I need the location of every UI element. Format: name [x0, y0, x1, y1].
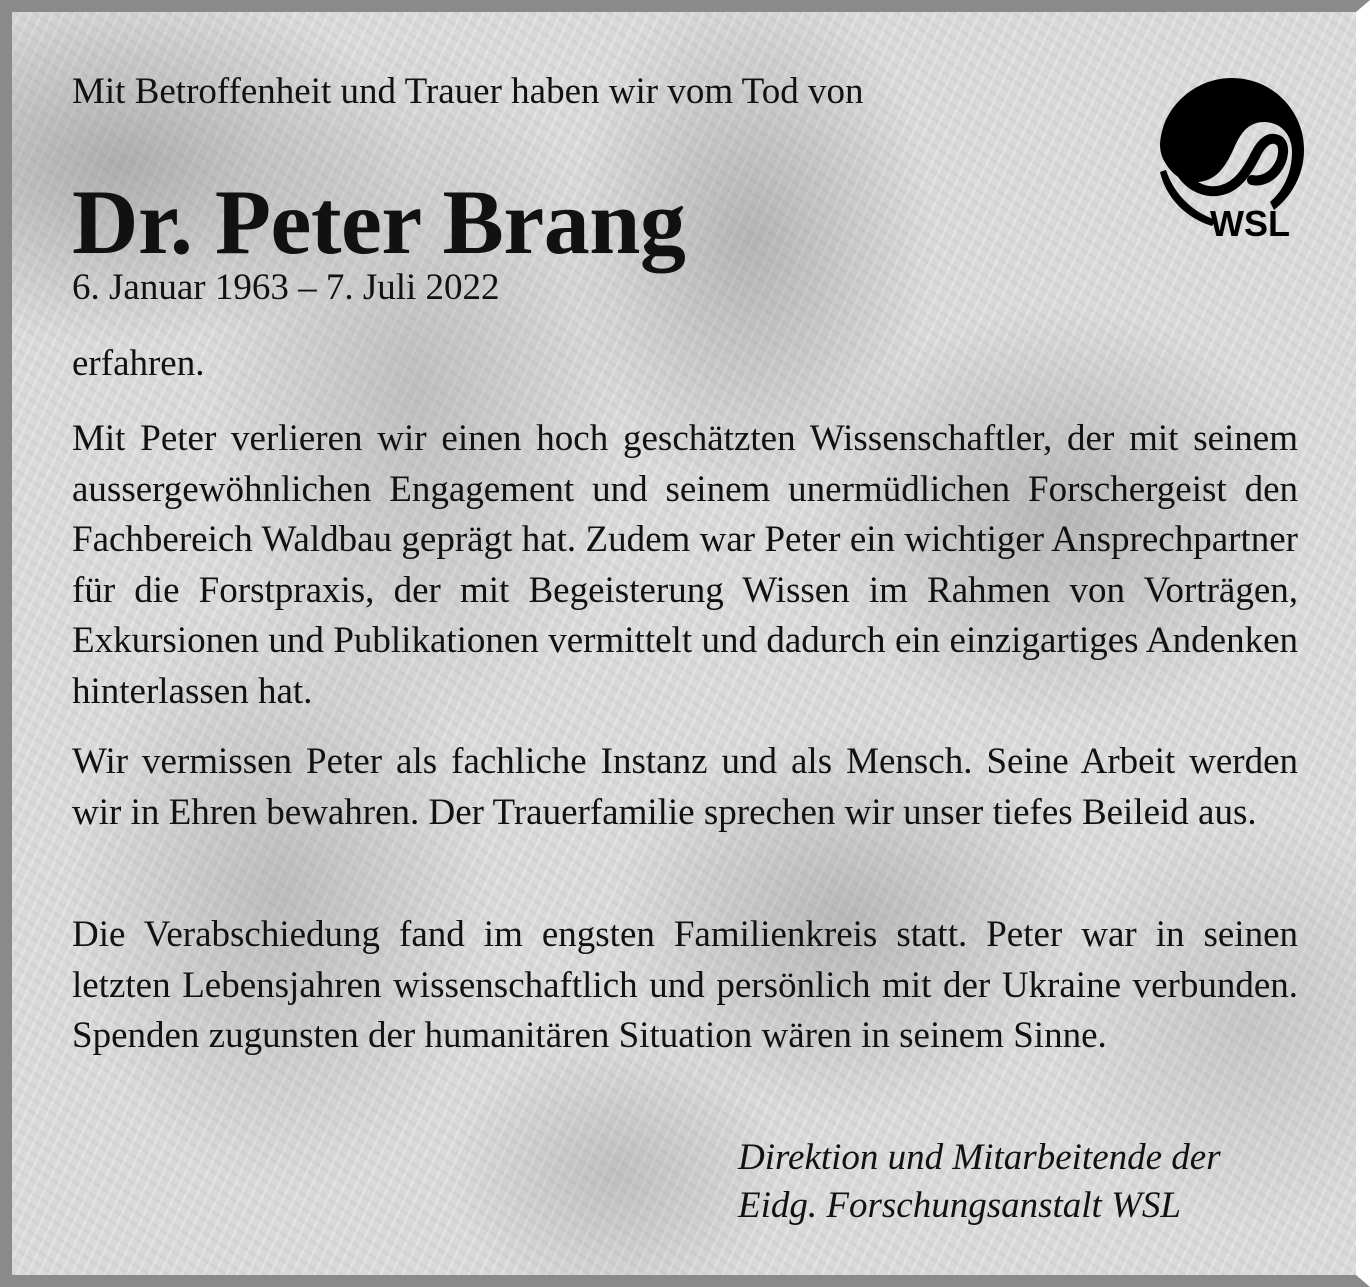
paragraph-tribute: Mit Peter verlieren wir einen hoch geschätzten Wissenschaftler, der mit seinem aussergewöhnlichen Engagement und seinem unermüdlichen Forschergeist den Fachbereich Waldbau geprägt hat. Zudem war Peter ein wichtiger Ansprechpartner für die Forstpraxis, der mit Begeisterung Wissen im Rahmen von Vorträgen, Exkursionen und Publikationen vermittelt und dadurch ein einzigartiges Andenken hinterlassen hat.: [72, 418, 1298, 712]
life-dates: 6. Januar 1963 – 7. Juli 2022: [72, 267, 500, 308]
paragraph-farewell: Die Verabschiedung fand im engsten Familienkreis statt. Peter war in seinen letzten Lebensjahren wissenschaftlich und persönlich mit der Ukraine verbunden. Spenden zugunsten der humanitären Situation wären in seinem Sinne.: [72, 914, 1298, 1056]
paragraph-condolence: Wir vermissen Peter als fachliche Instanz und als Mensch. Seine Arbeit werden wir in Ehren bewahren. Der Trauerfamilie sprechen wir unser tiefes Beileid aus.: [72, 741, 1298, 833]
wsl-wave-logo-icon: [1152, 74, 1312, 244]
signature-block: [738, 1134, 1221, 1230]
intro-ending: erfahren.: [72, 343, 205, 384]
intro-line: Mit Betroffenheit und Trauer haben wir vom Tod von: [72, 71, 864, 112]
signature-line-2: Eidg. Forschungsanstalt WSL: [738, 1185, 1181, 1226]
signature-line-1: Direktion und Mitarbeitende der: [738, 1137, 1221, 1178]
logo-text: WSL: [1210, 203, 1290, 244]
deceased-name: Dr. Peter Brang: [72, 171, 686, 273]
